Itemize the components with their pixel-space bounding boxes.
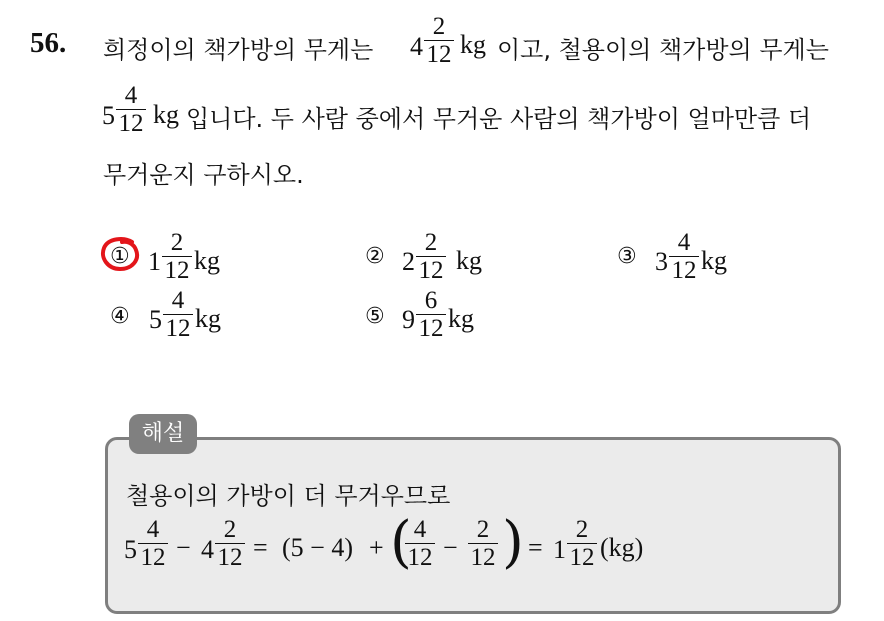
mass2-whole: 5 [102,101,115,130]
eq-plus: + [369,533,384,562]
choice-2-numerator: 2 [424,229,438,256]
eq-c-fraction [405,517,435,570]
eq-c-numerator: 4 [413,516,427,543]
choice-5-whole: 9 [402,305,415,334]
mass2-denominator: 12 [118,110,144,137]
choice-1-whole: 1 [148,247,161,276]
choice-5-numerator: 6 [424,287,438,314]
choice-4-whole: 5 [149,305,162,334]
choice-2-mark: ② [365,244,385,269]
eq-paren-close: ) [502,510,524,575]
eq-b-whole: 4 [201,535,214,564]
mass1-whole: 4 [410,32,423,61]
eq-b-numerator: 2 [223,516,237,543]
eq-a-fraction [138,517,168,570]
question-line1-text: 희정이의 책가방의 무게는 [103,36,374,64]
solution-line1: 철용이의 가방이 더 무거우므로 [126,482,451,510]
eq-d-denominator: 12 [470,544,496,571]
mass2-unit: kg [153,100,179,129]
question-line1-tail: 이고, 철용이의 책가방의 무게는 [497,36,829,64]
mass1-numerator: 2 [432,13,446,40]
eq-r-denominator: 12 [569,544,595,571]
choice-4-numerator: 4 [171,287,185,314]
eq-r-fraction [567,517,597,570]
choice-4-fraction [163,288,193,341]
choice-5-unit: kg [448,304,474,333]
choice-3-denominator: 12 [671,257,697,284]
eq-minus-2: − [443,533,458,562]
eq-paren-open: ( [390,510,412,575]
choice-2-whole: 2 [402,247,415,276]
eq-d-numerator: 2 [476,516,490,543]
choice-1-numerator: 2 [170,229,184,256]
eq-equals-2: = [528,533,543,562]
choice-1-unit: kg [194,246,220,275]
choice-1-fraction [162,230,192,283]
solution-tab-label: 해설 [129,414,197,454]
eq-c-denominator: 12 [407,544,433,571]
eq-a-whole: 5 [124,535,137,564]
choice-1-denominator: 12 [164,257,190,284]
question-line3: 무거운지 구하시오. [103,161,304,189]
mass1-fraction [424,14,454,67]
eq-r-numerator: 2 [575,516,589,543]
choice-5-mark: ⑤ [365,304,385,329]
mass1-denominator: 12 [426,41,452,68]
choice-5-fraction [416,288,446,341]
choice-5-denominator: 12 [418,315,444,342]
choice-4-unit: kg [195,304,221,333]
choice-2-unit: kg [456,246,482,275]
eq-group: (5 − 4) [282,533,353,562]
eq-a-numerator: 4 [146,516,160,543]
choice-2-denominator: 12 [418,257,444,284]
mass2-numerator: 4 [124,82,138,109]
mass2-fraction [116,83,146,136]
choice-3-mark: ③ [617,244,637,269]
choice-3-unit: kg [701,246,727,275]
question-line2-tail: 입니다. 두 사람 중에서 무거운 사람의 책가방이 얼마만큼 더 [186,105,812,133]
choice-4-mark: ④ [110,304,130,329]
choice-4-denominator: 12 [165,315,191,342]
eq-a-denominator: 12 [140,544,166,571]
choice-3-fraction [669,230,699,283]
question-number: 56. [30,27,67,59]
choice-3-numerator: 4 [677,229,691,256]
choice-3-whole: 3 [655,247,668,276]
choice-1-mark: ① [110,244,130,269]
mass1-unit: kg [460,30,486,59]
eq-minus: − [176,533,191,562]
eq-r-whole: 1 [553,535,566,564]
eq-unit: (kg) [600,533,644,562]
choice-2-fraction [416,230,446,283]
eq-b-denominator: 12 [217,544,243,571]
eq-d-fraction [468,517,498,570]
eq-equals-1: = [253,533,268,562]
eq-b-fraction [215,517,245,570]
